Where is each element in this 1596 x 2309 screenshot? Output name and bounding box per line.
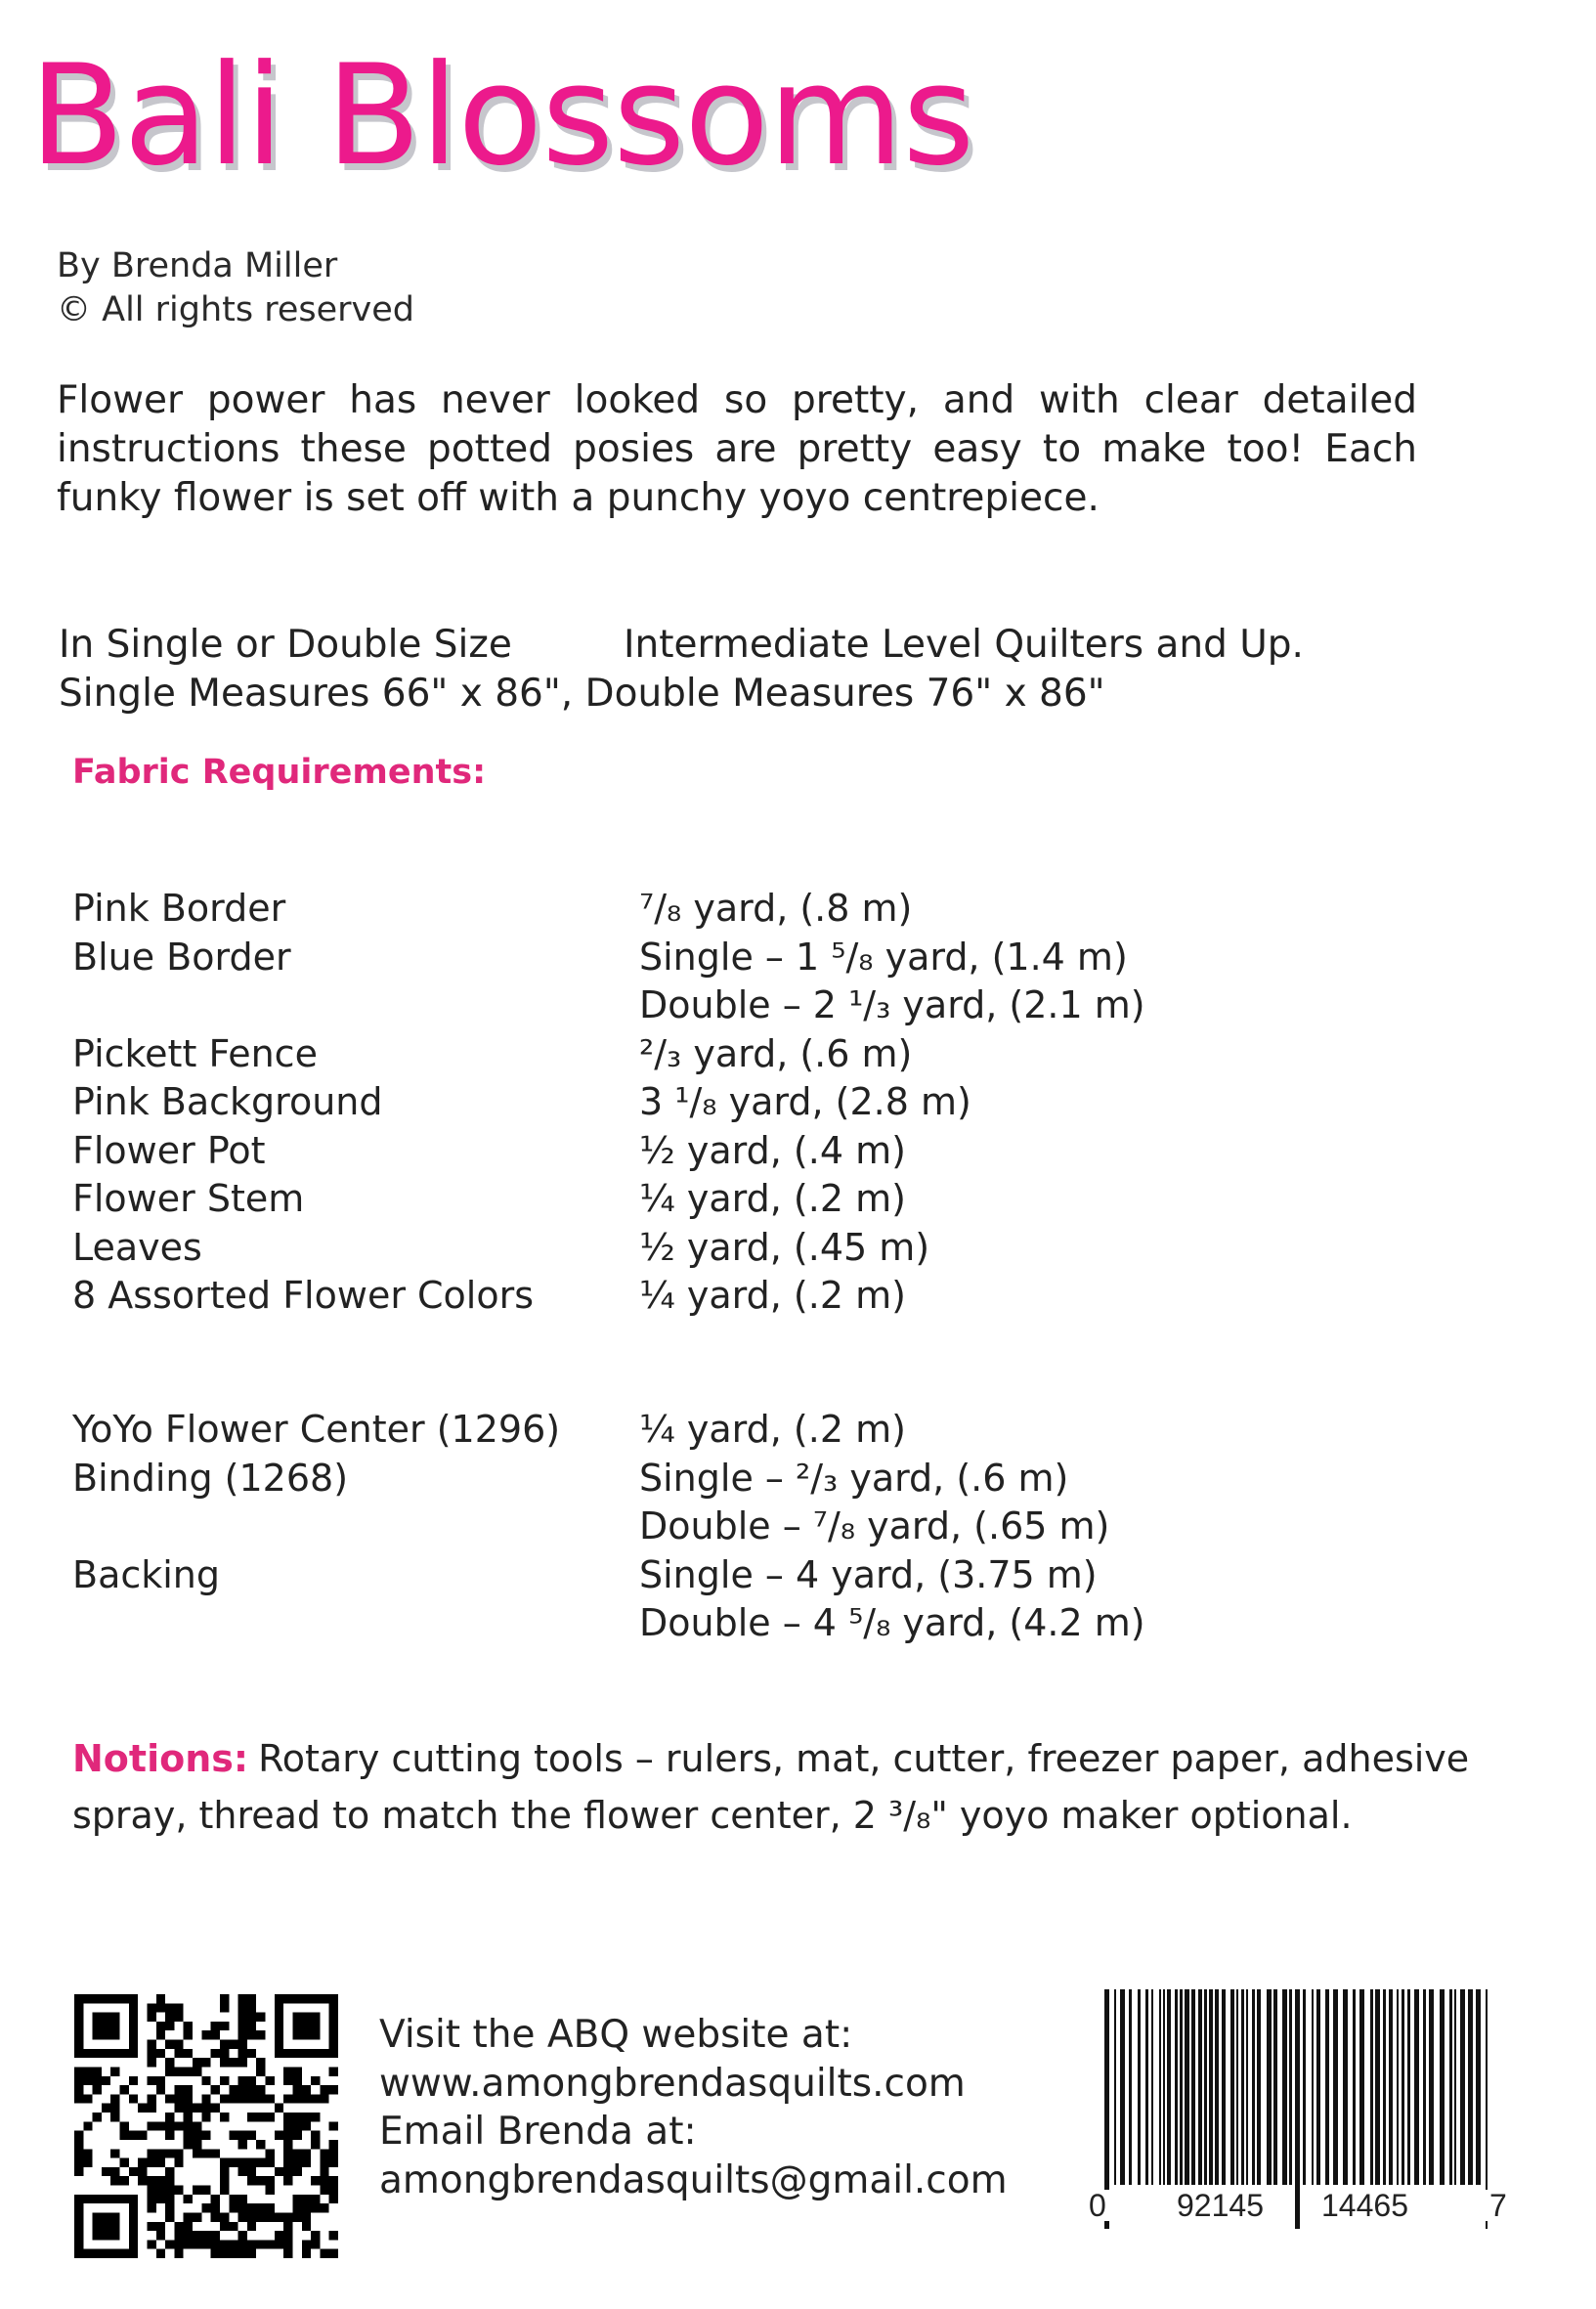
fabric-name: Pickett Fence [72,1031,318,1075]
fabric-name: Flower Stem [72,1177,305,1220]
fabric-amount: ¼ yard, (.2 m) [639,1177,906,1220]
fabric-row [72,1406,1538,1455]
fabric-amount: ¼ yard, (.2 m) [639,1274,906,1317]
skill-level: Intermediate Level Quilters and Up. [624,623,1304,667]
fabric-amount: Single – ²/₃ yard, (.6 m) [639,1456,1069,1500]
fabric-amount: Double – 4 ⁵/₈ yard, (4.2 m) [639,1601,1145,1644]
fabric-amount: 3 ¹/₈ yard, (2.8 m) [639,1080,971,1123]
contact-website-intro: Visit the ABQ website at: [379,2013,853,2057]
fabric-row [72,1503,1538,1551]
fabric-name: Pink Border [72,887,286,930]
page-title: Bali Blossoms [29,35,974,196]
fabric-row [72,934,1538,982]
notions-text: Rotary cutting tools – rulers, mat, cutter, freezer paper, adhesive spray, thread to match the flower center, 2 ³/₈" yoyo maker optional. [72,1737,1470,1837]
fabric-row [72,885,1538,934]
fabric-amount: ²/₃ yard, (.6 m) [639,1031,913,1075]
fabric-name: Binding (1268) [72,1456,349,1500]
fabric-row [72,1224,1538,1273]
copyright-notice: © All rights reserved [57,290,415,329]
size-info [59,623,1304,716]
fabric-row [72,1078,1538,1127]
fabric-name: Pink Background [72,1080,383,1123]
notions-label: Notions: [72,1737,249,1780]
barcode-icon [1075,1989,1520,2229]
fabric-amount: ½ yard, (.45 m) [639,1225,930,1269]
contact-email-intro: Email Brenda at: [379,2110,697,2154]
size-measures: Single Measures 66" x 86", Double Measures 76" x 86" [59,672,1105,716]
fabric-amount: Single – 1 ⁵/₈ yard, (1.4 m) [639,935,1128,979]
fabric-amount: Double – ⁷/₈ yard, (.65 m) [639,1504,1110,1547]
fabric-row [72,1551,1538,1600]
fabric-row [72,1455,1538,1503]
fabric-amount: ½ yard, (.4 m) [639,1128,906,1172]
fabric-name: 8 Assorted Flower Colors [72,1274,535,1317]
size-options: In Single or Double Size [59,623,512,667]
intro-paragraph: Flower power has never looked so pretty, and with clear detailed instructions these potted posies are pretty easy to make too! Each funky flower is set off with a punchy yoyo centrepiece. [57,378,1417,520]
fabric-name: Leaves [72,1225,202,1269]
fabric-amount: Single – 4 yard, (3.75 m) [639,1552,1098,1596]
fabric-row [72,1030,1538,1079]
fabric-row [72,1599,1538,1648]
fabric-name: Blue Border [72,935,291,979]
fabric-requirements-heading: Fabric Requirements: [72,753,487,792]
barcode-group-right: 14465 [1317,2190,1412,2221]
email-link[interactable]: amongbrendasquilts@gmail.com [379,2157,1008,2202]
fabric-name: YoYo Flower Center (1296) [72,1408,561,1451]
fabric-name: Flower Pot [72,1128,266,1172]
fabric-amount: ⁷/₈ yard, (.8 m) [639,887,913,930]
fabric-row [72,1175,1538,1224]
barcode-digit-first: 0 [1085,2190,1110,2221]
fabric-name: Backing [72,1552,221,1596]
fabric-list-extras [72,1406,1538,1648]
website-link[interactable]: www.amongbrendasquilts.com [379,2061,966,2106]
barcode-group-left: 92145 [1173,2190,1268,2221]
contact-block [379,2011,1008,2204]
fabric-amount: ¼ yard, (.2 m) [639,1408,906,1451]
barcode-digit-last: 7 [1486,2190,1511,2221]
author-byline: By Brenda Miller [57,246,338,285]
notions-section [72,1730,1480,1844]
fabric-list-main [72,885,1538,1321]
fabric-amount: Double – 2 ¹/₃ yard, (2.1 m) [639,983,1145,1026]
fabric-row [72,1127,1538,1176]
fabric-row [72,981,1538,1030]
qr-code-icon [74,1994,338,2258]
fabric-row [72,1272,1538,1321]
